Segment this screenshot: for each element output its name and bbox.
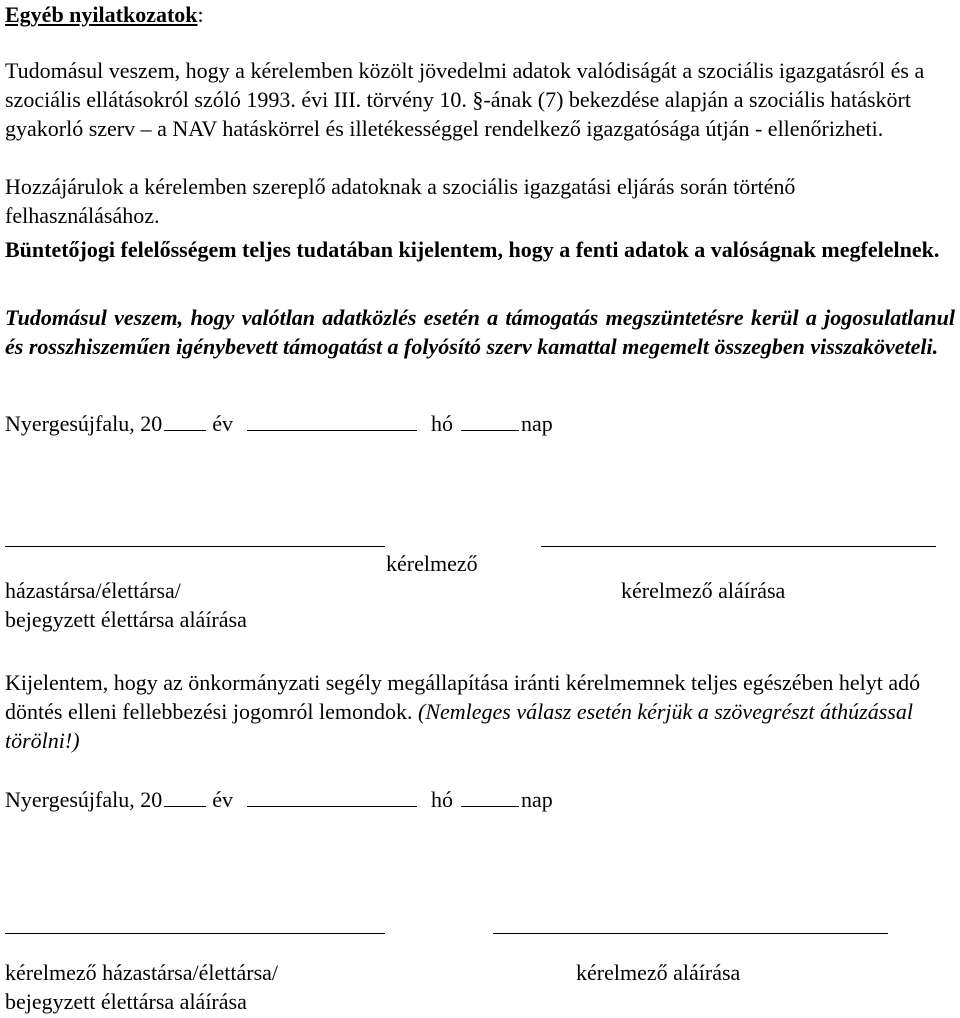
- applicant-signature-label-2: kérelmező aláírása: [576, 960, 741, 985]
- spouse-signature-label-2-line1: kérelmező házastársa/élettársa/: [5, 960, 279, 985]
- paragraph-liability: Büntetőjogi felelősségem teljes tudatában kijelentem, hogy a fenti adatok a valóságnak megfelelnek.: [5, 237, 940, 262]
- year-blank[interactable]: [164, 805, 206, 807]
- spouse-signature-line-1[interactable]: [5, 546, 385, 547]
- month-label: hó: [431, 787, 453, 812]
- applicant-signature-line-2[interactable]: [493, 933, 888, 934]
- year-blank[interactable]: [164, 429, 206, 431]
- date-line-2: [5, 787, 553, 813]
- day-label: nap: [521, 787, 553, 812]
- month-label: hó: [431, 411, 453, 436]
- place-label: Nyergesújfalu, 20: [5, 411, 163, 436]
- spouse-signature-line-2[interactable]: [5, 933, 385, 934]
- paragraph-false-data-warning: Tudomásul veszem, hogy valótlan adatközlés esetén a támogatás megszüntetésre kerül a jogosulatlanul és rosszhiszeműen igénybevett támogatást a folyósító szerv kamattal megemelt összegben visszaköveteli.: [5, 305, 955, 359]
- paragraph-appeal-waiver: [5, 668, 955, 755]
- spouse-signature-label-2-line2: bejegyzett élettársa aláírása: [5, 989, 247, 1014]
- spouse-signature-label-part3: bejegyzett élettársa aláírása: [5, 607, 247, 632]
- waiver-text: Kijelentem, hogy az önkormányzati segély megállapítása iránti kérelmemnek teljes egészében helyt adó döntés elleni fellebbezési jogomról lemondok.: [5, 670, 921, 724]
- paragraph-verification: Tudomásul veszem, hogy a kérelemben közölt jövedelmi adatok valódiságát a szociális igazgatásról és a szociális ellátásokról szóló 1993. évi III. törvény 10. §-ának (7) bekezdése alapján a szociális hatáskört gyakorló szerv – a NAV hatáskörrel és illetékességgel rendelkező igazgatósága útján - ellenőrizheti.: [5, 58, 925, 141]
- section-heading: [5, 2, 204, 28]
- date-line-1: [5, 411, 553, 437]
- waiver-note: (Nemleges válasz esetén kérjük a szövegrészt áthúzással törölni!): [5, 699, 913, 753]
- month-blank[interactable]: [247, 805, 417, 807]
- section-title: Egyéb nyilatkozatok: [5, 2, 198, 27]
- paragraph-consent: Hozzájárulok a kérelemben szereplő adatoknak a szociális igazgatási eljárás során történő felhasználásához.: [5, 174, 796, 228]
- place-label: Nyergesújfalu, 20: [5, 787, 163, 812]
- day-blank[interactable]: [461, 429, 519, 431]
- month-blank[interactable]: [247, 429, 417, 431]
- applicant-signature-line-1[interactable]: [541, 546, 936, 547]
- day-blank[interactable]: [461, 805, 519, 807]
- year-label: év: [212, 787, 233, 812]
- year-label: év: [212, 411, 233, 436]
- applicant-signature-label-1: kérelmező aláírása: [621, 578, 786, 603]
- day-label: nap: [521, 411, 553, 436]
- spouse-signature-label-part2: házastársa/élettársa/: [5, 578, 181, 603]
- section-title-colon: :: [197, 2, 204, 27]
- spouse-signature-label-part1: kérelmező: [386, 551, 478, 576]
